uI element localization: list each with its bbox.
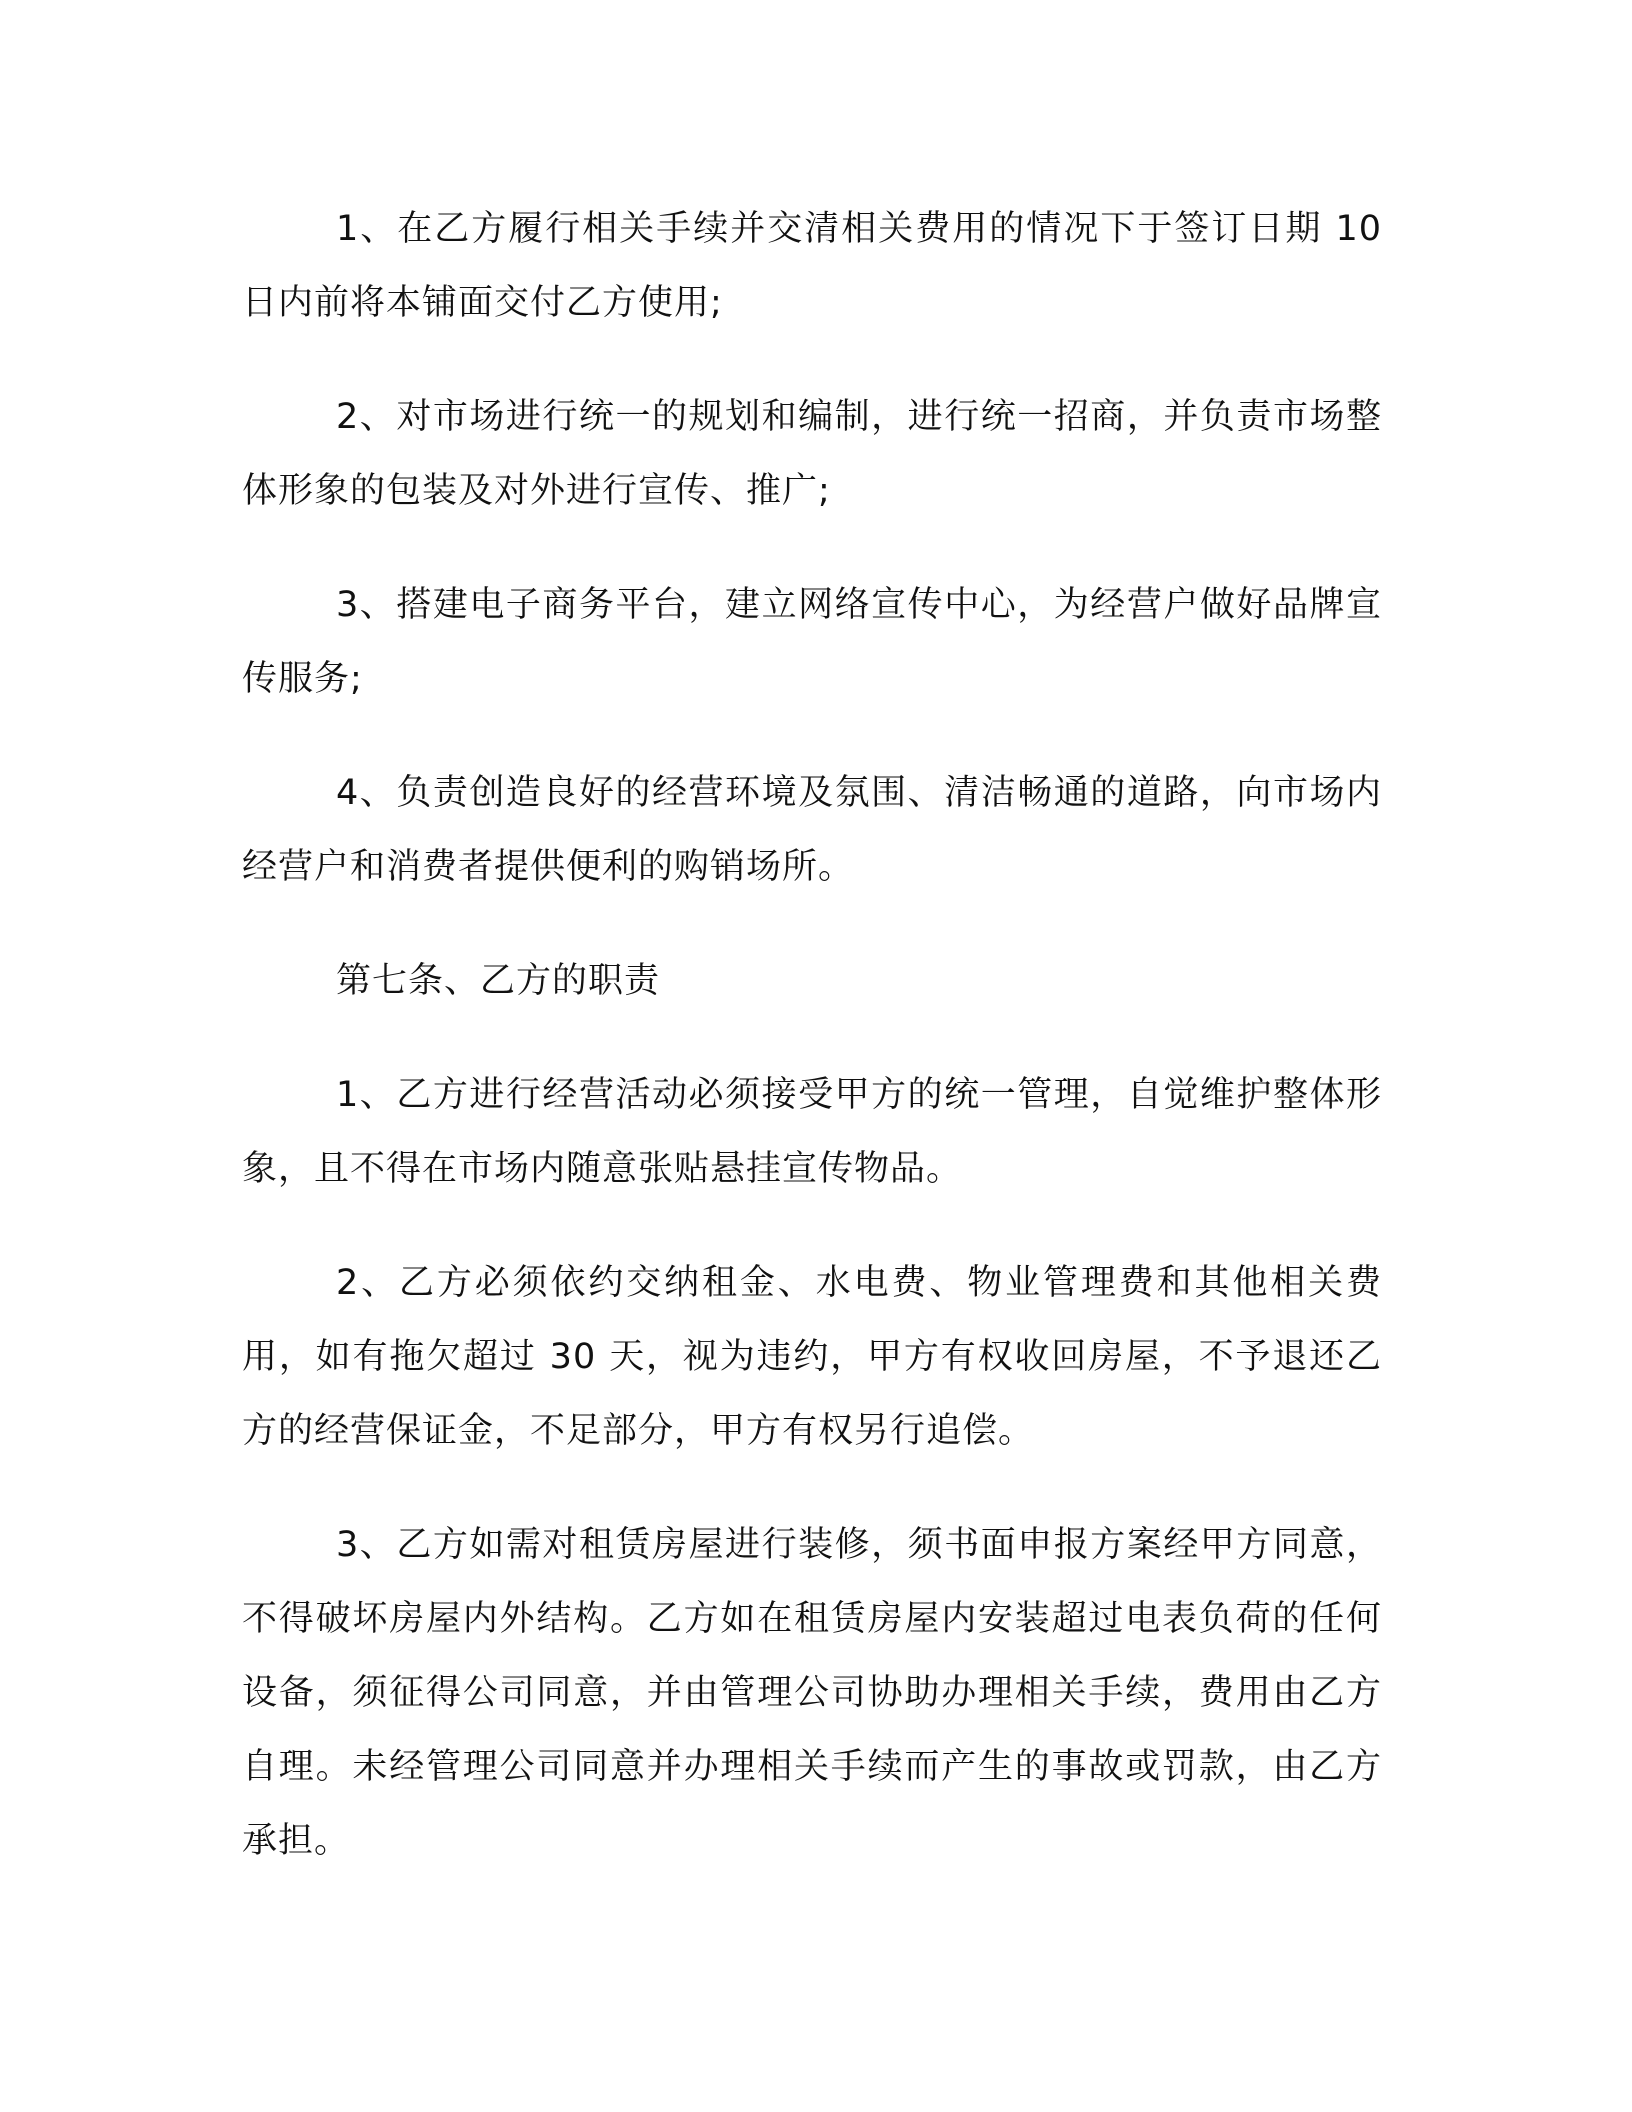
document-body [242,192,1382,1918]
article-seven-heading: 第七条、乙方的职责 [336,961,661,1001]
paragraph-tenant-duty-2: 2、乙方必须依约交纳租金、水电费、物业管理费和其他相关费用，如有拖欠超过 30 天，视为违约，甲方有权收回房屋，不予退还乙方的经营保证金，不足部分，甲方有权另行追偿。 [242,1263,1382,1451]
paragraph-landlord-duty-4: 4、负责创造良好的经营环境及氛围、清洁畅通的道路，向市场内经营户和消费者提供便利的购销场所。 [242,773,1382,887]
paragraph-tenant-duty-1: 1、乙方进行经营活动必须接受甲方的统一管理，自觉维护整体形象，且不得在市场内随意张贴悬挂宣传物品。 [242,1075,1382,1189]
paragraph-landlord-duty-1: 1、在乙方履行相关手续并交清相关费用的情况下于签订日期 10 日内前将本铺面交付乙方使用; [242,209,1382,323]
paragraph-tenant-duty-3: 3、乙方如需对租赁房屋进行装修，须书面申报方案经甲方同意，不得破坏房屋内外结构。乙方如在租赁房屋内安装超过电表负荷的任何设备，须征得公司同意，并由管理公司协助办理相关手续，费用由乙方自理。未经管理公司同意并办理相关手续而产生的事故或罚款，由乙方承担。 [242,1525,1382,1861]
paragraph-landlord-duty-2: 2、对市场进行统一的规划和编制，进行统一招商，并负责市场整体形象的包装及对外进行宣传、推广; [242,397,1382,511]
paragraph-landlord-duty-3: 3、搭建电子商务平台，建立网络宣传中心，为经营户做好品牌宣传服务; [242,585,1382,699]
